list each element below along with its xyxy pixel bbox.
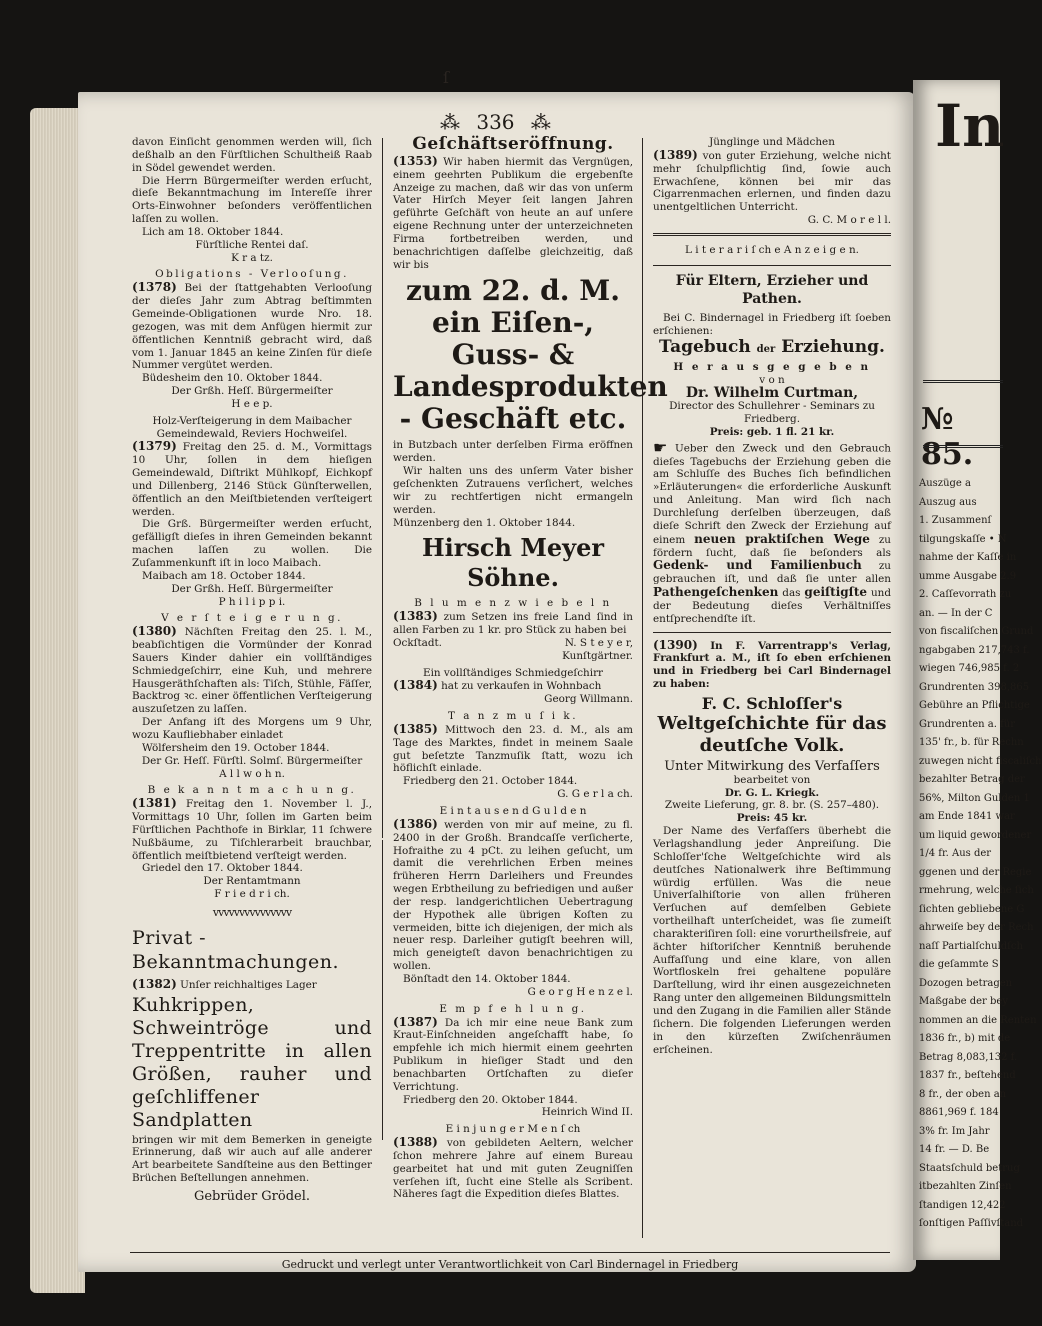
notice-emphasis: Pathengeſchenken [653, 585, 779, 600]
notice-signature: P h i l i p p i. [218, 595, 286, 608]
notice-text: Die Herrn Bürgermeiſter werden erſucht, dieſe Bekanntmachung im Intereſſe ihrer Orts-Einwohner beſonders veröffentlichen laſſen zu wollen. [132, 174, 372, 226]
notice-text: zum Setzen ins freie Land ſind in allen Farben zu 1 kr. pro Stück zu haben bei [393, 611, 634, 637]
notice-place: Griedel den 17. Oktober 1844. [142, 862, 303, 875]
facing-page-line: Staatsſchuld betrug [919, 1162, 1020, 1174]
facing-page-line: rmehrung, welche ſich [919, 885, 1034, 896]
facing-page-line: Auszug aus [919, 496, 977, 508]
notice-text: in Butzbach unter derſelben Firma eröffnen werden. [393, 439, 633, 465]
notice-text: Unſer reichhaltiges Lager [180, 978, 317, 991]
facing-page-rule [923, 445, 1003, 448]
notice-place: Friedberg den 20. Oktober 1844. [403, 1093, 578, 1106]
facing-page-line: 14 fr. — D. Be [919, 1144, 990, 1155]
notice-title: B l u m e n z w i e b e l n [414, 597, 612, 610]
facing-page-line: ggenen und der Regie [919, 866, 1032, 878]
facing-page-line: um liquid gewordener [919, 829, 1032, 841]
notice-place: Lich am 18. Oktober 1844. [142, 225, 284, 238]
book-title: Weltgeſchichte für das deutſche Volk. [657, 712, 887, 756]
notice-signature: G. C. M o r e l l. [807, 214, 891, 227]
section-rule [653, 233, 891, 236]
notice-signature: Fürſtliche Rentei daſ. [195, 238, 309, 251]
notice-number: (1382) [132, 976, 177, 991]
stray-mark: ſ [443, 68, 449, 87]
book-page-edges [30, 108, 85, 1293]
facing-page-line: zuwegen nicht fiscaliſch [919, 755, 1042, 767]
ornament-left: ⁂ [440, 110, 460, 134]
notice-emphasis: geiſtigſte [804, 585, 867, 600]
notice-signature: F r i e d r i ch. [214, 888, 290, 901]
notice-headline: zum 22. d. M. ein Eiſen-, Guss- & Landesprodukten - Geschäft etc. [393, 274, 668, 436]
notice-text: bringen wir mit dem Bemerken in geneigte Erinnerung, daß wir auch auf alle anderer Art bearbeitete Sandſteine aus den Bettinger Brüchen Beſtellungen annehmen. [132, 1133, 372, 1185]
notice-place: Bönſtadt den 14. Oktober 1844. [403, 972, 571, 985]
notice-text: das [782, 587, 801, 600]
notice-text: Mittwoch den 23. d. M., als am Tage des Marktes, findet in meinem Saale gut beſetzte Tanzmuſik ſtatt, wozu ich höflichſt einlade. [393, 723, 633, 775]
section-rule [653, 632, 891, 633]
notice-signature: N. S t e y e r, [564, 636, 633, 649]
book-title: Erziehung. [781, 337, 885, 358]
facing-page-line: nahme der Kaſſe in [919, 552, 1017, 563]
notice-text: Bei C. Bindernagel in Friedberg iſt ſoeben erſchienen: [653, 311, 891, 337]
facing-page-number: № 85. [921, 402, 974, 472]
book-title: der [756, 344, 776, 356]
notice-text: In F. Varrentrapp's Verlag, Frankfurt a. M., iſt ſo eben erſchienen und in Friedberg bei Carl Bindernagel zu haben: [653, 639, 891, 691]
facing-page-line: ſonſtigen Paſſivſtand [919, 1218, 1024, 1229]
book-dedication: Für Eltern, Erzieher und Pathen. [675, 272, 869, 307]
notice-title: Jünglinge und Mädchen [709, 136, 835, 148]
page-header [440, 110, 551, 134]
notice-title: E m p f e h l u n g. [439, 1002, 587, 1015]
notice-signature: Gebrüder Grödel. [193, 1189, 311, 1204]
notice-text: und der Bedeutung dieſes Verhältniſſes entſprechendſte iſt. [653, 587, 891, 625]
book-author: F. C. Schloſſer's [701, 693, 843, 713]
book-author-role: Director des Schullehrer - Seminars zu Friedberg. [669, 399, 875, 425]
facing-page-line: ſtandigen 12,422 [919, 1199, 1006, 1211]
book-editor: Dr. G. L. Kriegk. [724, 786, 820, 799]
notice-place: Büdesheim den 10. Oktober 1844. [142, 372, 323, 385]
facing-page-line: von fiscaliſchen Grund [919, 626, 1034, 637]
notice-number: (1379) [132, 439, 177, 454]
ornament-right: ⁂ [530, 110, 551, 134]
facing-page-line: naſſ Partialſchuldſch [919, 940, 1023, 952]
facing-page-line: 3% fr. Im Jahr [919, 1125, 990, 1137]
facing-page-line: Dozogen betragen [919, 977, 1013, 989]
section-title: Privat - Bekanntmachungen. [132, 926, 340, 973]
notice-text: Bei der ſtattgehabten Verlooſung der dieſes Jahr zum Abtrag beſtimmten Gemeinde-Obligationen wurde Nro. 18. gezogen, was mit dem Anfügen hiermit zur öffentlichen Kenntniß gebracht wird, daß vom 1. Januar 1845 an keine Zinſen für dieſe Nummer vergütet werden. [132, 282, 372, 372]
facing-page-line: umme Ausgabe 2.9 [919, 570, 1017, 582]
section-title: L i t e r a r i ſ ch e A n z e i g e n. [685, 243, 859, 256]
footer-rule [130, 1252, 890, 1253]
book-price: Preis: geb. 1 fl. 21 kr. [709, 425, 835, 438]
notice-signature: Georg Willmann. [544, 693, 633, 706]
facing-page-line: Gebühre an Pflichtige [919, 700, 1030, 711]
column-middle [393, 134, 668, 1201]
facing-page-line: 1836 fr., b) mit de [919, 1033, 1011, 1044]
facing-page-line: am Ende 1841 war [919, 811, 1015, 822]
facing-page-line: ahrweiſe bey der Rech [919, 922, 1034, 933]
facing-page-line: 56%, Milton Gulden 1 [919, 792, 1030, 804]
facing-page-line: ngabgaben 217,743 f. [919, 644, 1030, 656]
notice-headline: Kuhkrippen, Schweintröge und Treppentritte in allen Größen, rauher und geſchliffener Sandplatten [132, 993, 372, 1131]
decorative-divider: vvvvvvvvvvvvvvv [212, 905, 292, 919]
notice-text: Wir haben hiermit das Vergnügen, einem geehrten Publikum die ergebenſte Anzeige zu machen, daß wir das von unſerm Vater Hirſch Meyer ſeit langen Jahren geführte Geſchäft von heute an auf unſere eigene Rechnung unter der unterzeichneten Firma fortbetreiben werden, und benachrichtigen daſſelbe gleichzeitig, daß wir bis [393, 155, 633, 271]
notice-text: Freitag den 1. November l. J., Vormittags 10 Uhr, ſollen im Garten beim Fürſtlichen Pachthofe in Birklar, 11 ſchwere Nußbäume, zu Tiſchlerarbeit brauchbar, öffentlich meiſtbietend verſteigt werden. [132, 798, 372, 862]
notice-signature: G e o r g H e n z e l. [527, 985, 633, 998]
column-divider [382, 840, 383, 1140]
notice-text: hat zu verkaufen in Wohnbach [441, 680, 602, 693]
facing-page-line: Betrag 8,083,132 f. [919, 1051, 1018, 1063]
notice-text: Nächſten Freitag den 25. l. M., beabſichtigen die Vormünder der Konrad Sauers Kinder dahier ein vollſtändiges Schmiedgeſchirr, eine Kuh, und mehrere Hausgeräthſchaften als: Tiſch, Stühle, Fäſſer, Backtrog ꝛc. einer öffentlichen Verſteigerung auszuſetzen zu laſſen. [132, 626, 373, 716]
notice-number: (1388) [393, 1135, 438, 1150]
facing-page-line: Grundrenten a. für [919, 718, 1015, 730]
notice-number: (1378) [132, 280, 177, 295]
notice-place: Münzenberg den 1. Oktober 1844. [393, 516, 576, 529]
book-editor-label: H e r a u s g e g e b e n [673, 361, 871, 374]
facing-page-line: wiegen 746,985 f. 2 [919, 663, 1020, 674]
notice-signature: Heinrich Wind II. [541, 1106, 633, 1119]
notice-title: Geſchäftseröffnung. [412, 134, 614, 154]
facing-page-line: 135' fr., b. für Rechn [919, 737, 1024, 748]
book-von: v o n [759, 374, 785, 387]
facing-page-line: 1837 fr., beſtehend [919, 1070, 1016, 1081]
notice-title: B e k a n n t m a c h u n g. [147, 784, 357, 797]
notice-emphasis: neuen praktiſchen Wege [694, 531, 870, 546]
column-left [132, 136, 372, 1204]
facing-page-line: 1/4 fr. Aus der [919, 848, 992, 859]
notice-text: von gebildeten Aeltern, welcher ſchon mehrere Jahre auf einem Bureau gearbeitet hat und mit guten Zeugniſſen verſehen iſt, ſucht eine Stelle als Scribent. Näheres ſagt die Expedition dieſes Blattes. [393, 1137, 633, 1201]
facing-page-line: Maßgabe der bey [919, 996, 1008, 1007]
facing-page [913, 80, 1042, 1260]
facing-page-line: an. — In der C [919, 607, 993, 619]
notice-signature: Der Grßh. Heſſ. Bürgermeiſter [171, 582, 333, 595]
notice-text: davon Einſicht genommen werden will, ſich deßhalb an den Fürſtlichen Schultheiß Raab in Södel gewendet werden. [132, 136, 372, 174]
column-divider [642, 138, 643, 1238]
facing-page-line: die geſammte S [919, 959, 999, 970]
notice-text: Der Name des Verfaſſers überhebt die Verlagshandlung jeder Anpreiſung. Die Schloſſer'ſche Weltgeſchichte wird als deutſches Nationalwerk ihre Beſtimmung würdig erfüllen. Was die neue Univerſalhiſtorie von allen früheren Verſuchen auf demſelben Gebiete vortheilhaft unterſcheidet, was ſie zumeiſt charakteriſiren ſoll: eine vorurtheilsfreie, auf ächter hiſtoriſcher Kenntniß beruhende Auffaſſung und eine klare, von allen Wortfloskeln frei gehaltene populäre Darſtellung, wird ihr einen ausgezeichneten Rang unter den allgemeinen Bildungsmitteln und den Zugang in die Familien aller Stände ſichern. Die folgenden Lieferungen werden in den kürzeſten Zwiſchenräumen erſcheinen. [653, 825, 891, 1056]
notice-signature: A l l w o h n. [219, 767, 285, 780]
notice-number: (1385) [393, 721, 438, 736]
notice-signature: Der Gr. Heſſ. Fürſtl. Solmſ. Bürgermeiſter [141, 754, 363, 767]
facing-page-line: 8861,969 f. 184 [919, 1107, 999, 1118]
notice-text: Die Grß. Bürgermeiſter werden erſucht, gefälligſt dieſes in ihren Gemeinden bekannt machen laſſen zu wollen. Die Zuſammenkunft iſt in loco Maibach. [132, 518, 372, 569]
notice-place: Ockſtadt. [393, 636, 442, 649]
notice-title: Holz-Verſteigerung in dem Maibacher Gemeindewald, Reviers Hochweiſel. [152, 414, 352, 440]
facing-page-line: Grundrenten 398,865 [919, 681, 1030, 693]
notice-number: (1384) [393, 678, 438, 693]
facing-page-line: Auszüge a [919, 478, 971, 489]
book-subtitle: Unter Mitwirkung des Verfaſſers [664, 758, 880, 774]
facing-page-line: itbezahlten Zinſen [919, 1181, 1012, 1192]
facing-page-line: tilgungskaſſe • N [919, 533, 1007, 545]
facing-page-line: 8 fr., der oben an [919, 1088, 1007, 1100]
facing-page-line: ſichten gebliebene G [919, 903, 1025, 915]
book-part: Zweite Lieferung, gr. 8. br. (S. 257–480). [664, 799, 880, 812]
column-right [653, 136, 891, 1056]
book-price: Preis: 45 kr. [736, 812, 808, 825]
notice-title: E i n j u n g e r M e n ſ ch [445, 1123, 581, 1136]
notice-text: Wir halten uns des unſerm Vater bisher geſchenkten Zutrauens verſichert, welches wir zu rechtfertigen nicht ermangeln werden. [393, 465, 633, 516]
notice-place: Maibach am 18. October 1844. [142, 569, 306, 582]
facing-page-title: In [935, 92, 1005, 160]
page-number: 336 [476, 110, 515, 134]
notice-title: Ein vollſtändiges Schmiedgeſchirr [422, 666, 603, 679]
notice-signature: G. G e r l a ch. [557, 788, 633, 801]
notice-place: Wölfersheim den 19. October 1844. [142, 741, 330, 754]
notice-text: werden von mir auf meine, zu fl. 2400 in der Großh. Brandcaſſe verſicherte, Hofraithe zu 4 pCt. zu leihen geſucht, um damit die verehrlichen Erben meines früheren Herrn Darleihers und Freundes wegen Erbtheilung zu befriedigen und außer der resp. landgerichtlichen Uebertragung der Hypothek alle übrigen Koſten zu vermeiden, bitte ich diejenigen, der mich als neuer resp. Darleiher gutigſt beehren will, mich geneigteſt davon benachrichtigen zu wollen. [393, 818, 633, 973]
book-by: bearbeitet von [733, 773, 811, 786]
notice-signature: Der Rentamtmann [203, 875, 301, 888]
column-divider [382, 138, 383, 838]
notice-number: (1381) [132, 796, 177, 811]
notice-number: (1380) [132, 624, 177, 639]
facing-page-text [919, 475, 1042, 1234]
notice-number: (1353) [393, 153, 438, 168]
notice-text: zu fördern ſucht, daß ſie beſonders als [653, 533, 891, 559]
notice-title: Obligations - Verlooſung. [155, 268, 349, 281]
notice-emphasis: Gedenk- und Familienbuch [653, 558, 862, 573]
section-rule [653, 265, 891, 266]
facing-page-rule [923, 380, 1003, 383]
pointing-hand-icon: ☛ [653, 438, 668, 458]
notice-number: (1389) [653, 147, 698, 162]
notice-number: (1390) [653, 637, 698, 652]
book-title: Tagebuch [659, 337, 751, 358]
notice-number: (1383) [393, 609, 438, 624]
notice-number: (1386) [393, 816, 438, 831]
notice-text: zu gebrauchen iſt, und daß ſie unter allen [653, 560, 891, 586]
facing-page-line: 2. Caſſevorrath zu [919, 589, 1012, 600]
notice-signature: Der Grßh. Heſſ. Bürgermeiſter [171, 385, 333, 398]
facing-page-line: 1. Zusammenſ [919, 515, 992, 526]
notice-signature: H e e p. [231, 397, 273, 410]
notice-title: V e r ſ t e i g e r u n g. [161, 612, 343, 625]
notice-place: Friedberg den 21. October 1844. [403, 775, 578, 788]
notice-title: E i n t a u s e n d G u l d e n [439, 805, 587, 817]
notice-title: T a n z m u ſ i k. [447, 710, 579, 723]
notice-text: Der Anfang iſt des Morgens um 9 Uhr, wozu Kaufliebhaber einladet [132, 716, 372, 741]
notice-text: von guter Erziehung, welche nicht mehr ſchulpflichtig ſind, ſowie auch Erwachſene, können bei mir das Cigarrenmachen erlernen, und finden dazu unentgeltlichen Unterricht. [653, 149, 891, 214]
facing-page-line: bezahlter Betrag der [919, 774, 1025, 785]
notice-text: Freitag den 25. d. M., Vormittags 10 Uhr, ſollen in dem hieſigen Gemeindewald, Diſtrikt Mühlkopf, Eichkopf und Dillenberg, 2146 Stück Günſterwellen, öffentlich an den Meiſtbietenden verſteigert werden. [132, 441, 372, 518]
book-author: Dr. Wilhelm Curtman, [685, 384, 859, 401]
notice-number: (1387) [393, 1014, 438, 1029]
notice-text: Ueber den Zweck und den Gebrauch dieſes Tagebuchs der Erziehung geben die am Schluſſe des Buches ſich befindlichen »Erläuterungen« die erforderliche Auskunft und Anleitung. Man wird ſich nach Durchleſung derſelben überzeugen, daß dieſe Schrift den Zweck der Erziehung auf einem [653, 442, 891, 546]
notice-signature: Kunſtgärtner. [562, 649, 633, 662]
notice-text: Da ich mir eine neue Bank zum Kraut-Einſchneiden angeſchafft habe, ſo empfehle ich mich hiermit einem geehrten Publikum in hieſiger Stadt und den benachbarten Ortſchaften zu dieſer Verrichtung. [393, 1016, 634, 1093]
facing-page-line: nommen an die Renten [919, 1014, 1037, 1026]
firm-name: Hirsch Meyer Söhne. [421, 533, 605, 593]
imprint-footer: Gedruckt und verlegt unter Verantwortlichkeit von Carl Bindernagel in Friedberg [281, 1258, 739, 1271]
notice-signature: K r a tz. [231, 251, 273, 264]
